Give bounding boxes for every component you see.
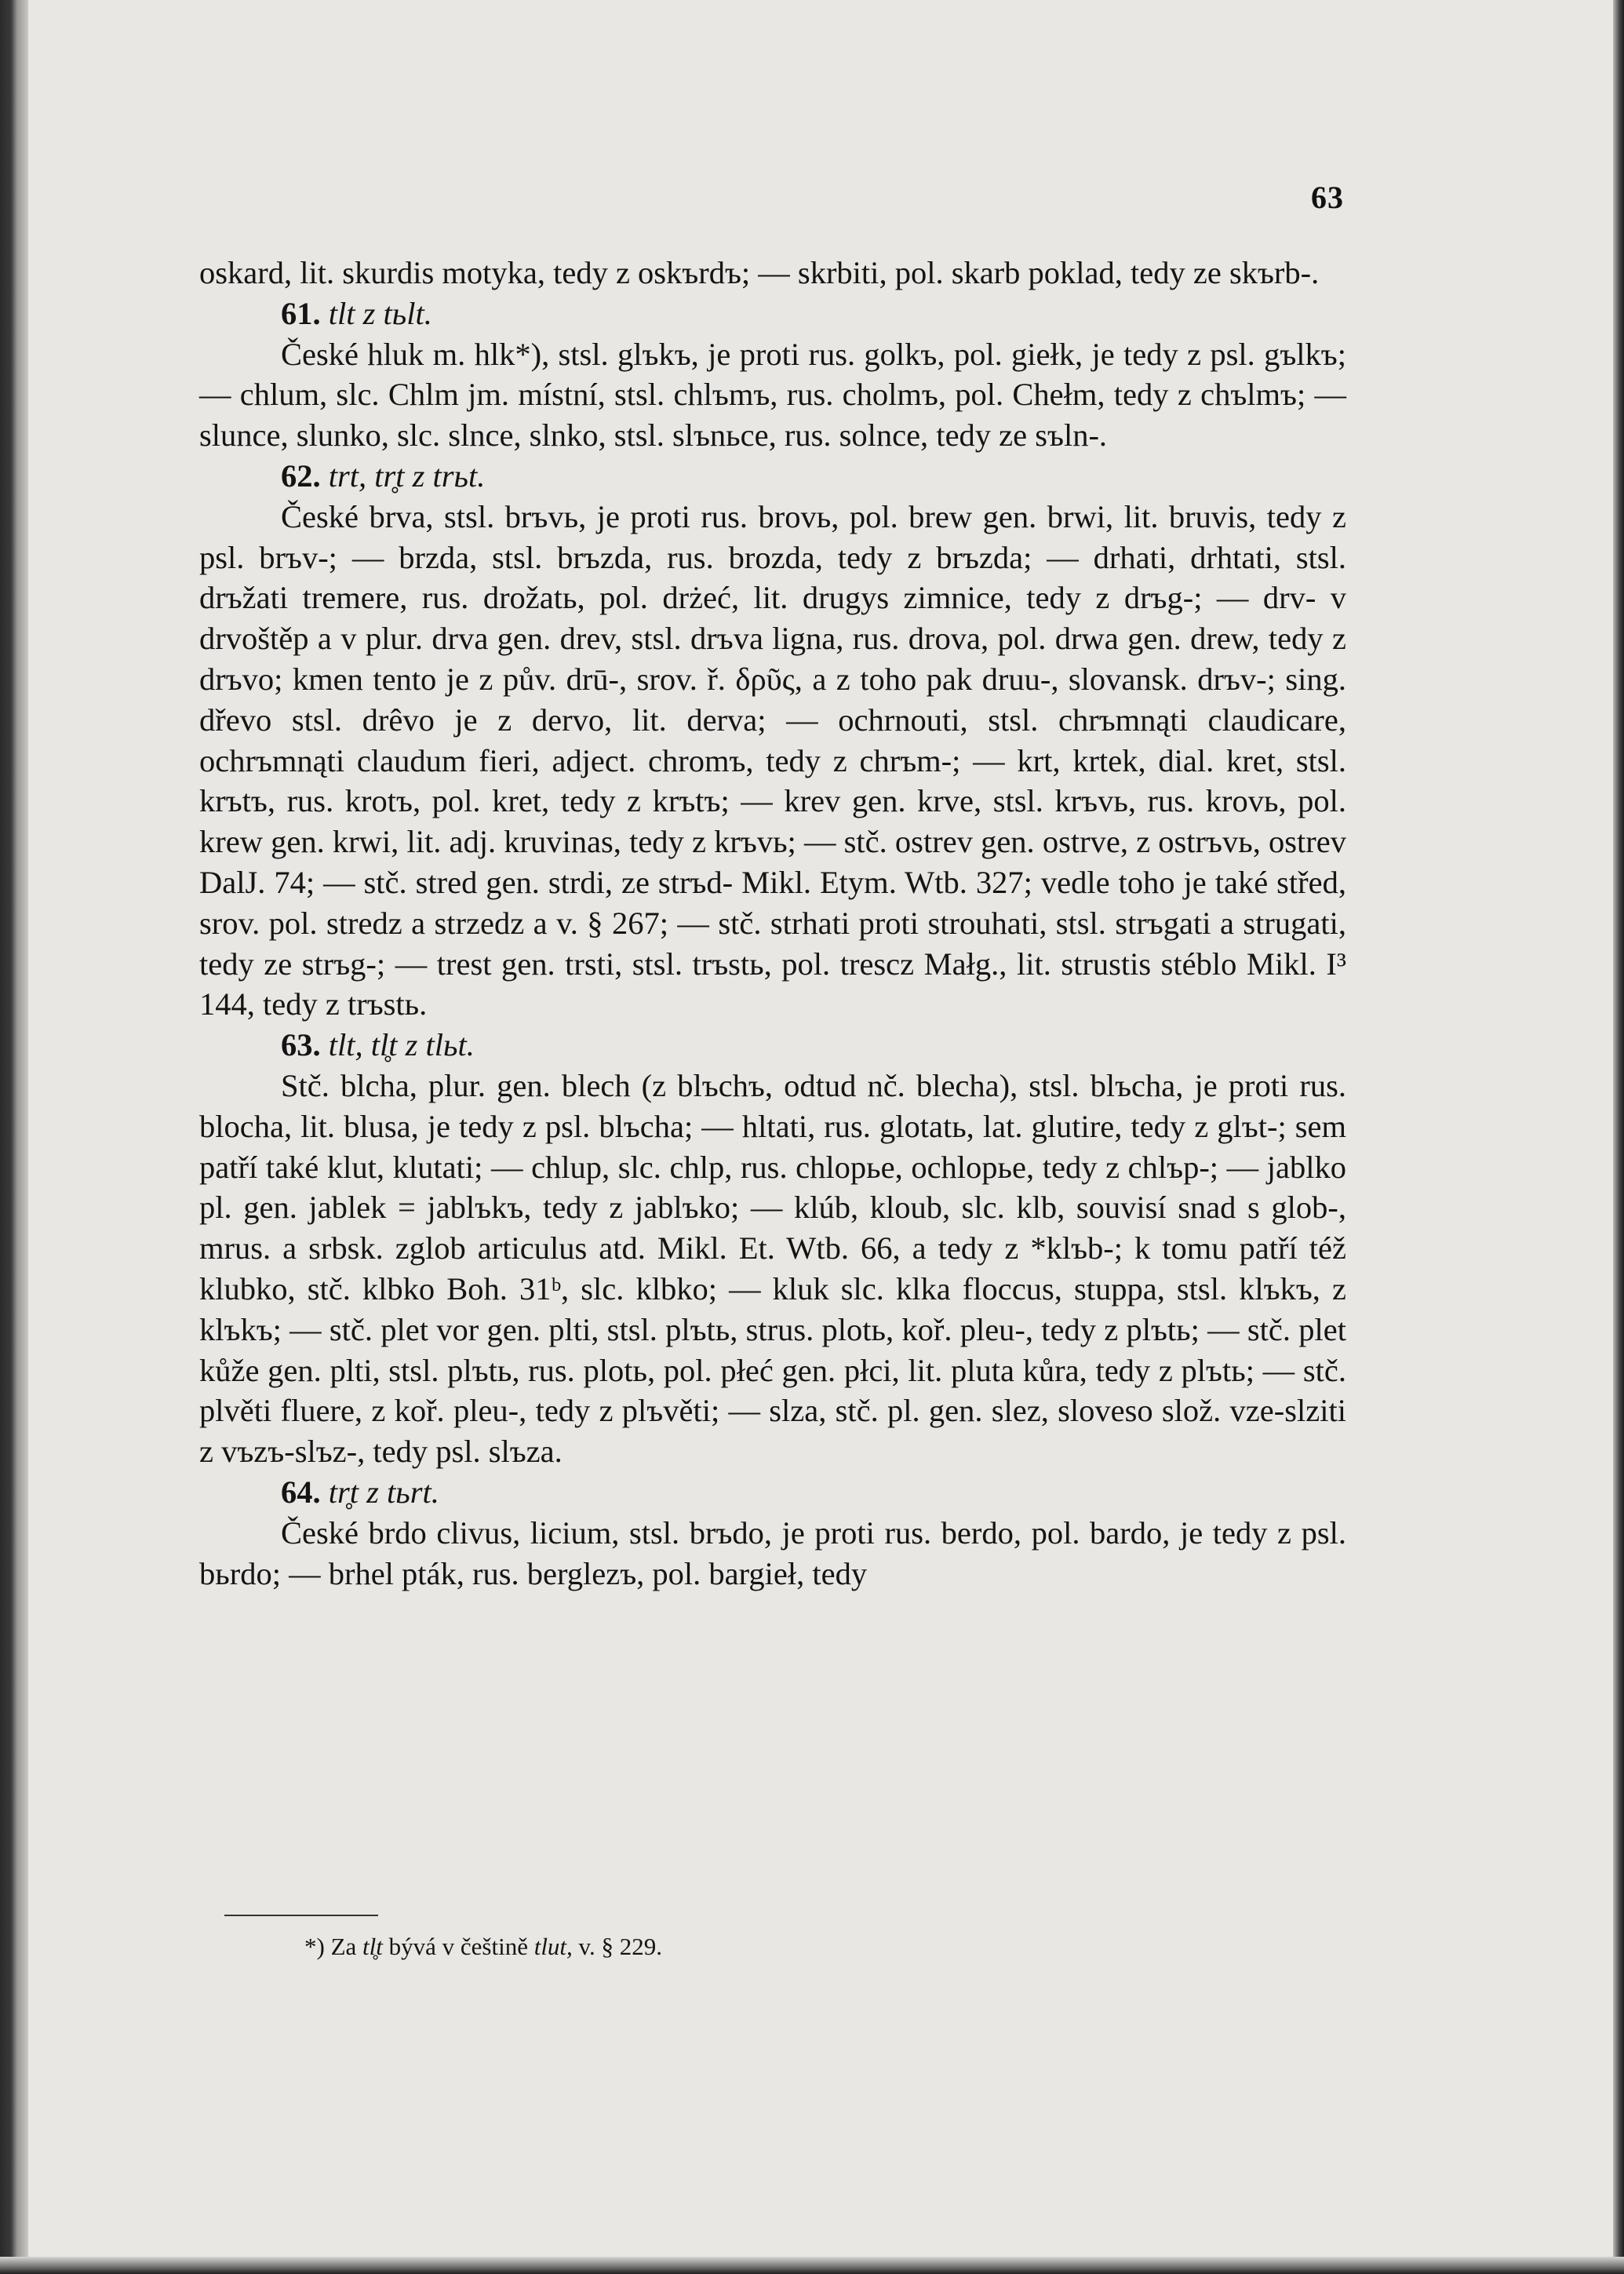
scan-right-edge xyxy=(1613,0,1624,2274)
footnote-divider xyxy=(224,1915,378,1916)
footnote xyxy=(304,1933,662,1961)
section-number: 63. xyxy=(281,1027,321,1063)
paragraph-63: Stč. blcha, plur. gen. blech (z blъchъ, odtud nč. blecha), stsl. blъcha, je proti rus. blocha, lit. blusa, je tedy z psl. blъcha; — hltati, rus. glotatь, lat. glutire, tedy z glъt-; sem patří také klut, klutati; — chlup, slc. chlp, rus. chlopьe, ochlopьe, tedy z chlъp-; — jablko pl. gen. jablek = jablъkъ, tedy z jablъko; — klúb, kloub, slc. klb, souvisí snad s glob-, mrus. a srbsk. zglob articulus atd. Mikl. Et. Wtb. 66, a tedy z *klъb-; k tomu patří též klubko, stč. klbko Boh. 31ᵇ, slc. klbko; — kluk slc. klka floccus, stuppa, stsl. klъkъ, z klъkъ; — stč. plet vor gen. plti, stsl. plъtь, strus. plotь, koř. pleu-, tedy z plъtь; — stč. plet kůže gen. plti, stsl. plъtь, rus. plotь, pol. płeć gen. płci, lit. pluta kůra, tedy z plъtь; — stč. plvěti fluere, z koř. pleu-, tedy z plъvěti; — slza, stč. pl. gen. slez, sloveso slož. vze-slziti z vъzъ-slъz-, tedy psl. slъza. xyxy=(199,1067,1346,1470)
footnote-text-after: v. § 229. xyxy=(578,1933,663,1960)
book-page xyxy=(28,0,1613,2257)
section-heading-61 xyxy=(199,293,1346,334)
section-term: tlt z tьlt. xyxy=(328,295,432,331)
paragraph-64: České brdo clivus, licium, stsl. brъdo, je proti rus. berdo, pol. bardo, je tedy z psl. bьrdo; — brhel pták, rus. berglezъ, pol. bargieł, tedy xyxy=(199,1514,1346,1591)
section-number: 61. xyxy=(281,295,321,331)
scan-bottom-edge xyxy=(0,2257,1624,2274)
section-term: tlt, tl̥t z tlьt. xyxy=(328,1027,475,1063)
paragraph-continuation: oskard, lit. skurdis motyka, tedy z oskъrdъ; — skrbiti, pol. skarb poklad, tedy ze skъrb-. xyxy=(199,255,1320,290)
section-heading-62 xyxy=(199,456,1346,497)
paragraph-62: České brva, stsl. brъvь, je proti rus. brovь, pol. brew gen. brwi, lit. bruvis, tedy z psl. brъv-; — brzda, stsl. brъzda, rus. brozda, tedy z brъzda; — drhati, drhtati, stsl. drъžati tremere, rus. drožatь, pol. drżeć, lit. drugys zimnice, tedy z drъg-; — drv- v drvoštěp a v plur. drva gen. drev, stsl. drъva ligna, rus. drova, pol. drwa gen. drew, tedy z drъvo; kmen tento je z pův. drū-, srov. ř. δρῦς, a z toho pak druu-, slovansk. drъv-; sing. dřevo stsl. drêvo je z dervo, lit. derva; — ochrnouti, stsl. chrъmnąti claudicare, ochrъmnąti claudum fieri, adject. chromъ, tedy z chrъm-; — krt, krtek, dial. kret, stsl. krъtъ, rus. krotъ, pol. kret, tedy z krъtъ; — krev gen. krve, stsl. krъvь, rus. krovь, pol. krew gen. krwi, lit. adj. kruvinas, tedy z krъvь; — stč. ostrev gen. ostrve, z ostrъvь, ostrev DalJ. 74; — stč. stred gen. strdi, ze strъd- Mikl. Etym. Wtb. 327; vedle toho je také střed, srov. pol. stredz a strzedz a v. § 267; — stč. strhati proti strouhati, stsl. strъgati a strugati, tedy ze strъg-; — trest gen. trsti, stsl. trъstь, pol. tresсz Małg., lit. strustis stéblo Mikl. I³ 144, tedy z trъstь. xyxy=(199,498,1346,1022)
scan-left-edge xyxy=(0,0,28,2274)
page-number: 63 xyxy=(1311,180,1344,215)
footnote-term-2: tlut, xyxy=(533,1933,573,1960)
footnote-marker: *) xyxy=(304,1933,325,1960)
footnote-text-middle: bývá v češtině xyxy=(388,1933,528,1960)
section-number: 62. xyxy=(281,457,321,494)
section-term: tr̥t z tьrt. xyxy=(328,1474,439,1510)
section-term: trt, tr̥t z trьt. xyxy=(328,457,486,494)
body-text xyxy=(199,253,1346,1594)
footnote-term-1: tl̥t xyxy=(362,1933,383,1960)
footnote-text-before: Za xyxy=(330,1933,357,1960)
section-heading-63 xyxy=(199,1025,1346,1066)
section-heading-64 xyxy=(199,1472,1346,1513)
paragraph-61: České hluk m. hlk*), stsl. glъkъ, je proti rus. golkъ, pol. giełk, je tedy z psl. gъlkъ; — chlum, slc. Chlm jm. místní, stsl. chlъmъ, rus. cholmъ, pol. Chełm, tedy z chъlmъ; — slunce, slunko, slc. slnce, slnko, stsl. slъnьce, rus. solnce, tedy ze sъln-. xyxy=(199,336,1346,454)
section-number: 64. xyxy=(281,1474,321,1510)
